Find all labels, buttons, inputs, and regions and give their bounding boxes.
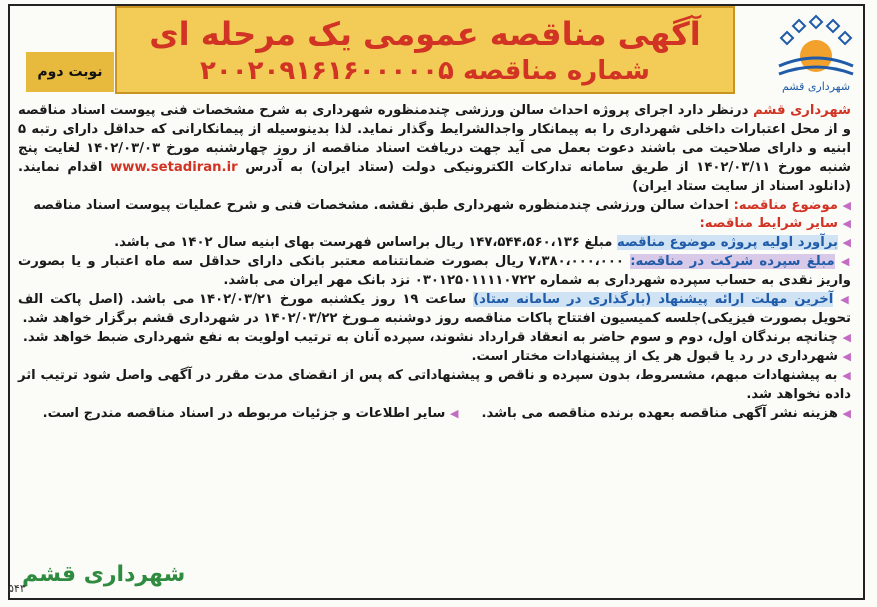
intro-text-1: درنظر دارد اجرای پروژه احداث سالن ورزشی چندمنظوره شهرداری به شرح مشخصات فنی پیوست اسناد مناقصه و از محل اعتبارات داخلی شهرداری را به پیمانکار واجدالشرایط وگذار نماید. لذا بدینوسیله از پیمانکارانی که حداقل دارای رتبه ۵ ابنیه و دارای صلاحیت می باشند دعوت بعمل می آید جهت دریافت اسناد مناقصه از روز چهارشنبه مورخ ۱۴۰۲/۰۳/۰۳ لغایت پنج شنبه مورخ ۱۴۰۲/۰۳/۱۱ از طریق سامانه تدارکات الکترونیکی دولت (ستاد ایران) به آدرس — [18, 103, 852, 175]
bullet-text: هزینه نشر آگهی مناقصه بعهده برنده مناقصه می باشد. — [481, 405, 838, 421]
setadiran-link[interactable]: www.setadiran.ir — [110, 159, 238, 175]
arrow-icon: ◀ — [840, 255, 851, 269]
deadline-text: ساعت ۱۹ روز یکشنبه مورخ ۱۴۰۲/۰۳/۲۱ می باشد. (اصل پاکت الف تحویل بصورت فیزیکی)جلسه کمیسیون افتتاح پاکات مناقصه روز دوشنبه مـورخ ۱۴۰۲/۰۳/۲۲ در شهرداری قشم برگزار خواهد شد. — [18, 292, 851, 326]
arrow-icon: ◀ — [842, 217, 851, 231]
other-terms-line — [18, 215, 851, 234]
subject-line — [18, 197, 851, 216]
bullet-1 — [18, 329, 851, 348]
arrow-icon: ◀ — [842, 330, 851, 344]
intro-text-2: اقدام نمایند. (دانلود اسناد از سایت ستاد ایران) — [18, 159, 851, 194]
arrow-icon: ◀ — [840, 293, 852, 307]
arrow-icon: ◀ — [842, 406, 851, 420]
bullet-text: سایر اطلاعات و جزئیات مربوطه در اسناد مناقصه مندرج است. — [42, 405, 446, 421]
bullet-text: شهرداری در رد یا قبول هر یک از پیشنهادات مختار است. — [471, 348, 838, 364]
header-box — [115, 6, 735, 94]
arrow-icon: ◀ — [842, 236, 851, 250]
edition-badge: نوبت دوم — [26, 52, 114, 92]
intro-paragraph — [18, 102, 851, 197]
arrow-icon: ◀ — [842, 349, 851, 363]
municipality-logo — [769, 10, 863, 110]
page-number: ۵۴۳ — [8, 582, 26, 595]
deposit-label: مبلغ سپرده شرکت در مناقصه: — [630, 254, 835, 270]
deposit-line — [18, 253, 851, 291]
deadline-label: آخرین مهلت ارائه پیشنهاد (بارگذاری در سامانه ستاد) — [473, 292, 834, 308]
estimate-label: برآورد اولیه پروژه موضوع مناقصه — [616, 235, 838, 251]
ad-body — [18, 102, 851, 423]
bullet-4-5 — [18, 405, 851, 424]
arrow-icon: ◀ — [842, 198, 851, 212]
logo-icon — [769, 10, 863, 110]
bullet-text: چنانچه برندگان اول، دوم و سوم حاضر به انعقاد قرارداد نشوند، سپرده آنان به ترتیب اولویت به نفع شهرداری ضبط خواهد شد. — [22, 329, 838, 345]
bullet-text: به پیشنهادات مبهم، مشسروط، بدون سپرده و ناقص و پیشنهاداتی که پس از انقضای مدت مقرر در آگهی واصل شود ترتیب اثر داده نخواهد شد. — [18, 367, 851, 402]
org-name: شهرداری قشم — [753, 103, 851, 118]
other-terms-label: سایر شرایط مناقصه: — [699, 216, 838, 232]
arrow-icon: ◀ — [450, 406, 459, 420]
ad-title: آگهی مناقصه عمومی یک مرحله ای — [149, 15, 701, 53]
estimate-line — [18, 234, 851, 253]
bullet-2 — [18, 348, 851, 367]
arrow-icon: ◀ — [842, 368, 851, 382]
bullet-3 — [18, 367, 851, 405]
estimate-text: مبلغ ۱۴۷،۵۴۴،۵۶۰،۱۳۶ ریال براساس فهرست بهای ابنیه سال ۱۴۰۲ می باشد. — [114, 235, 617, 251]
tender-number: شماره مناقصه ۲۰۰۲۰۹۱۶۱۶۰۰۰۰۰۵ — [200, 56, 650, 86]
logo-caption: شهرداری قشم — [781, 80, 851, 93]
deadline-line — [18, 291, 851, 329]
subject-label: موضوع مناقصه: — [733, 197, 838, 213]
signature: شهرداری قشم — [22, 562, 186, 587]
deposit-text: ۷،۳۸۰،۰۰۰،۰۰۰ ریال بصورت ضمانتنامه معتبر بانکی دارای حداقل سه ماه اعتبار و یا بصورت واریز نقدی به حساب سپرده شهرداری به شماره ۰۳۰۱۲۵۰۱۱۱۱۰۷۲۲ نزد بانک مهر ایران می باشد. — [18, 254, 851, 289]
subject-text: احداث سالن ورزشی چندمنظوره شهرداری طبق نقشه. مشخصات فنی و شرح عملیات پیوست اسناد مناقصه — [33, 197, 734, 213]
